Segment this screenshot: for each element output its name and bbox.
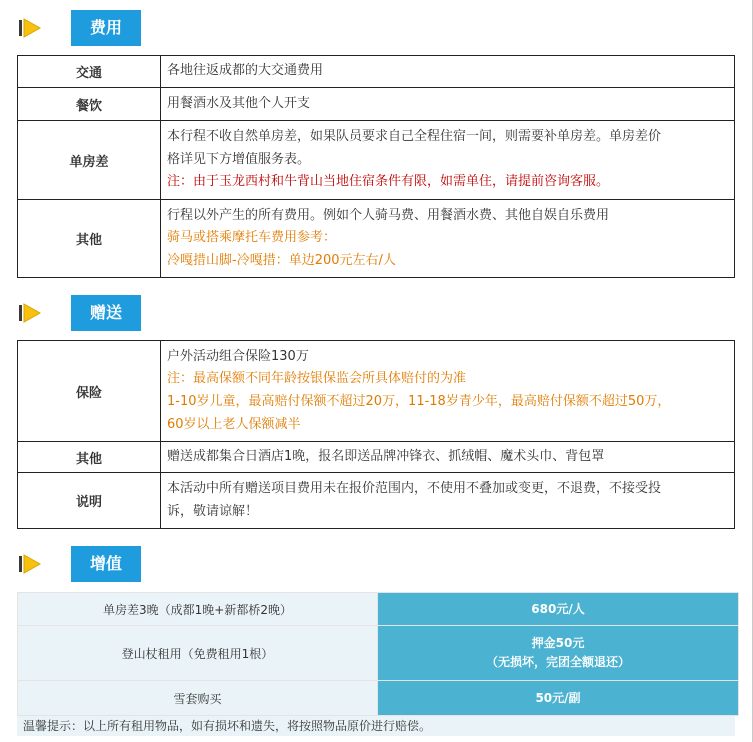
price-text: 押金50元	[531, 636, 585, 650]
service-price	[378, 593, 739, 626]
table-row	[18, 200, 735, 278]
row-value	[161, 88, 735, 121]
row-note-orange: 骑马或搭乘摩托车费用参考：	[167, 230, 337, 246]
row-text: 各地往返成都的大交通费用	[167, 63, 324, 79]
table-row	[18, 626, 739, 681]
addon-table	[17, 592, 739, 716]
section-title: 增值	[71, 546, 141, 582]
row-text: 行程以外产生的所有费用。例如个人骑马费、用餐酒水费、其他自娱自乐费用	[167, 207, 610, 223]
play-arrow-icon	[18, 546, 42, 582]
service-price	[378, 626, 739, 681]
table-row	[18, 121, 735, 200]
table-row	[18, 442, 735, 473]
row-value	[161, 56, 735, 88]
table-row	[18, 681, 739, 716]
play-arrow-icon	[18, 10, 42, 46]
row-text: 格详见下方增值服务表。	[167, 151, 311, 167]
row-note-orange: 注：最高保额不同年龄按银保监会所具体赔付的为准	[167, 371, 467, 387]
row-label: 说明	[18, 473, 161, 529]
row-value	[161, 442, 735, 473]
row-note-orange: 冷嘎措山脚-冷嘎措：单边200元左右/人	[167, 252, 396, 268]
warm-tip: 温馨提示：以上所有租用物品，如有损坏和遗失，将按照物品原价进行赔偿。	[17, 716, 735, 736]
row-note-orange: 1-10岁儿童，最高赔付保额不超过20万，11-18岁青少年，最高赔付保额不超过50万，	[167, 394, 671, 409]
service-price	[378, 681, 739, 716]
row-text: 户外活动组合保险130万	[167, 348, 309, 364]
row-text: 用餐酒水及其他个人开支	[167, 95, 311, 111]
row-label: 其他	[18, 200, 161, 278]
section-title: 费用不含	[71, 10, 141, 46]
row-text: 本行程不收自然单房差，如果队员要求自己全程住宿一间，则需要补单房差。单房差价	[167, 129, 662, 145]
play-arrow-icon	[18, 295, 42, 331]
row-value	[161, 341, 735, 442]
section-title: 赠送项目	[71, 295, 141, 331]
table-row	[18, 56, 735, 88]
service-item: 雪套购买	[18, 681, 378, 716]
gift-table	[17, 340, 735, 529]
excluded-table	[17, 55, 735, 278]
row-label: 单房差	[18, 121, 161, 200]
row-value	[161, 473, 735, 529]
table-row	[18, 593, 739, 626]
row-label: 餐饮	[18, 88, 161, 121]
service-item: 单房差3晚（成都1晚+新都桥2晚）	[18, 593, 378, 626]
table-row	[18, 473, 735, 529]
row-label: 保险	[18, 341, 161, 442]
row-value	[161, 121, 735, 200]
row-note-red: 注：由于玉龙西村和牛背山当地住宿条件有限，如需单住，请提前咨询客服。	[167, 174, 610, 190]
row-text: 本活动中所有赠送项目费用未在报价范围内，不使用不叠加或变更，不退费，不接受投	[167, 480, 662, 496]
row-text: 赠送成都集合日酒店1晚，报名即送品牌冲锋衣、抓绒帽、魔术头巾、背包罩	[167, 448, 605, 464]
row-text: 诉，敬请谅解！	[167, 503, 259, 519]
service-item: 登山杖租用（免费租用1根）	[18, 626, 378, 681]
price-text: 680元/人	[531, 601, 585, 616]
table-row	[18, 88, 735, 121]
row-note-orange: 60岁以上老人保额减半	[167, 416, 301, 432]
row-value	[161, 200, 735, 278]
price-note: （无损坏，完团全额退还）	[485, 655, 630, 669]
table-row	[18, 341, 735, 442]
row-label: 交通	[18, 56, 161, 88]
price-text: 50元/副	[535, 690, 581, 705]
row-label: 其他	[18, 442, 161, 473]
